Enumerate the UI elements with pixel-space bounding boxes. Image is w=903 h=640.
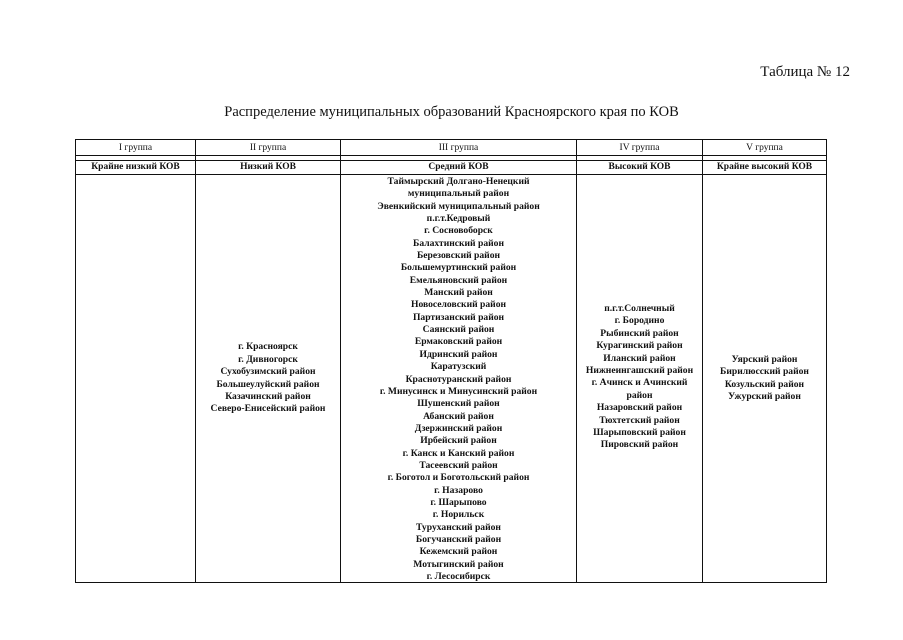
header-group-3: III группа [438,142,479,153]
list-item: Кежемский район [419,546,498,558]
list-item: г. Красноярск [238,341,298,353]
list-item: Ирбейский район [420,435,497,447]
list-item: г. Боготол и Боготольский район [387,472,530,484]
list-item: Шарыповский район [593,427,686,439]
table-number: Таблица № 12 [760,64,850,80]
list-item: Эвенкийский муниципальный район [377,200,540,212]
list-item: г. Минусинск и Минусинский район [379,385,538,397]
list-item: г. Канск и Канский район [402,447,515,459]
page-title: Распределение муниципальных образований Красноярского края по КОВ [224,104,679,120]
list-item: Курагинский район [596,340,683,352]
list-item: г. Норильск [432,509,485,521]
list-item: Березовский район [416,250,501,262]
list-item: Шушенский район [417,398,500,410]
kov-table [75,139,827,583]
list-item: Уярский район [731,353,798,365]
list-item: Пировский район [600,439,679,451]
list-item: Назаровский район [596,402,683,414]
list-item: Большеулуйский район [216,378,320,390]
list-item: Тюхтетский район [599,414,680,426]
list-item: Козульский район [724,378,805,390]
list-item: Балахтинский район [413,237,504,249]
list-item: Северо-Енисейский район [210,403,326,415]
list-item: Манский район [424,287,493,299]
list-item: г. Лесосибирск [426,571,491,582]
list-item: г. Дивногорск [238,353,298,365]
group-4-list [577,175,702,582]
group-5-list [703,175,826,582]
list-item: Партизанский район [412,311,505,323]
category-5: Крайне высокий КОВ [716,162,813,172]
list-item: г. Назарово [434,484,483,496]
group-1-list [76,175,195,582]
list-item: Сухобузимский район [220,366,316,378]
list-item: Краснотуранский район [405,373,512,385]
category-4: Высокий КОВ [608,162,671,172]
list-item: г. Сосновоборск [424,225,493,237]
header-divider-top [76,155,826,156]
list-item: район [626,389,653,401]
list-item: Емельяновский район [409,274,508,286]
list-item: Каратузский [430,361,487,373]
header-group-2: II группа [249,142,287,153]
list-item: Таймырский Долгано-Ненецкий [387,176,530,187]
header-group-4: IV группа [619,142,660,153]
list-item: п.г.т.Солнечный [604,303,675,314]
list-item: г. Бородино [614,315,665,327]
group-3-list [341,175,576,582]
list-item: муниципальный район [407,188,510,200]
list-item: Новоселовский район [410,299,507,311]
list-item: Богучанский район [415,533,502,545]
list-item: Тасеевский район [419,459,498,471]
list-item: Казачинский район [225,390,311,402]
category-3: Средний КОВ [428,162,489,172]
list-item: Нижнеингашский район [585,365,694,377]
list-item: Саянский район [422,324,495,336]
category-1: Крайне низкий КОВ [91,162,180,172]
list-item: Мотыгинский район [413,558,504,570]
group-2-list [196,175,340,582]
list-item: г. Шарыпово [430,496,487,508]
header-group-5: V группа [746,142,783,153]
list-item: Идринский район [419,348,498,360]
list-item: Иланский район [603,352,676,364]
list-item: г. Ачинск и Ачинский [591,377,688,389]
list-item: Бирилюсский район [720,366,809,378]
header-group-1: I группа [118,142,153,153]
list-item: Абанский район [423,410,494,422]
category-2: Низкий КОВ [240,162,296,172]
list-item: Ермаковский район [414,336,503,348]
list-item: п.г.т.Кедровый [426,213,491,225]
list-item: Дзержинский район [414,422,503,434]
list-item: Большемуртинский район [400,262,517,274]
list-item: Ужурский район [728,390,801,402]
list-item: Туруханский район [416,521,501,533]
list-item: Рыбинский район [600,327,679,339]
